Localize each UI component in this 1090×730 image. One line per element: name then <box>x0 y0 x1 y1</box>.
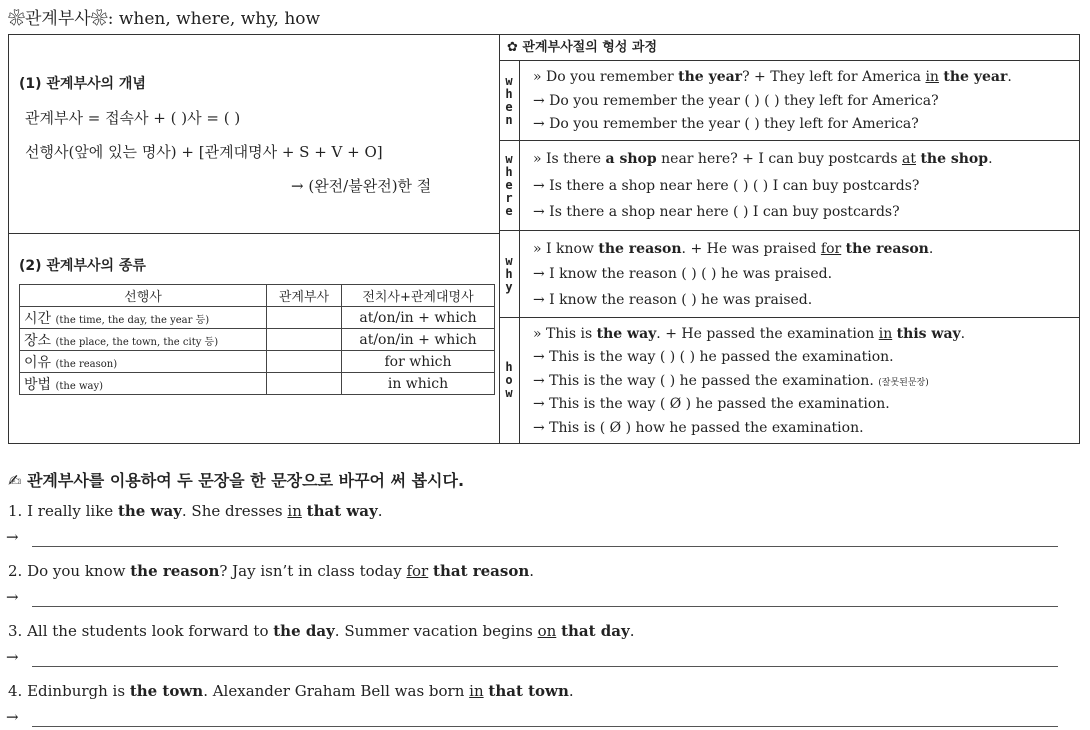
divider <box>9 233 499 234</box>
exercise-item: 3. All the students look forward to the day. Summer vacation begins on that day. <box>8 622 635 640</box>
example-line: » Is there a shop near here? + I can buy postcards at the shop. <box>533 151 993 168</box>
lines-where <box>533 141 1079 230</box>
example-line: → This is the way ( ) he passed the examination. (잘못된문장) <box>533 372 929 389</box>
grammar-box <box>8 34 1080 444</box>
group-why <box>499 231 1079 318</box>
answer-line[interactable] <box>32 666 1058 667</box>
label-why: w h y <box>499 231 520 317</box>
label-when: w h e n <box>499 61 520 140</box>
concept-line-1: 관계부사 = 접속사 + ( )사 = ( ) <box>25 109 241 127</box>
answer-arrow: → <box>6 708 19 726</box>
table-row <box>20 307 495 329</box>
concept-line-3: → (완전/불완전)한 절 <box>291 177 432 195</box>
antecedent-kr: 장소 <box>24 332 56 349</box>
antecedent-cell <box>20 351 267 373</box>
prep-which-cell: for which <box>342 351 495 373</box>
answer-arrow: → <box>6 648 19 666</box>
example-line: → I know the reason ( ) ( ) he was praised. <box>533 266 833 282</box>
exercise-item: 1. I really like the way. She dresses in that way. <box>8 502 383 520</box>
rel-adverb-cell <box>267 351 342 373</box>
page-title: ❀관계부사❀: when, where, why, how <box>8 9 321 29</box>
antecedent-en: (the way) <box>55 380 104 392</box>
prep-which-cell: at/on/in + which <box>342 307 495 329</box>
antecedent-cell <box>20 307 267 329</box>
label-how: h o w <box>499 318 520 443</box>
concept-line-2: 선행사(앞에 있는 명사) + [관계대명사 + S + V + O] <box>25 143 383 161</box>
example-line: → Is there a shop near here ( ) I can buy postcards? <box>533 203 900 220</box>
table-row <box>20 329 495 351</box>
col-antecedent: 선행사 <box>20 285 267 307</box>
formation-panel <box>499 35 1079 443</box>
table-header-row <box>20 285 495 307</box>
antecedent-en: (the place, the town, the city 등) <box>55 336 219 348</box>
rel-adverb-cell <box>267 307 342 329</box>
table-row <box>20 373 495 395</box>
antecedent-cell <box>20 329 267 351</box>
rel-adverb-cell <box>267 329 342 351</box>
concept-heading: (1) 관계부사의 개념 <box>19 76 146 92</box>
antecedent-cell <box>20 373 267 395</box>
types-table <box>19 284 495 395</box>
prep-which-cell: at/on/in + which <box>342 329 495 351</box>
example-line: → Do you remember the year ( ) they left for America? <box>533 116 919 133</box>
example-line: → Is there a shop near here ( ) ( ) I can buy postcards? <box>533 177 920 194</box>
types-heading: (2) 관계부사의 종류 <box>19 258 146 274</box>
example-line: → This is ( Ø ) how he passed the examination. <box>533 419 864 436</box>
lines-how <box>533 318 1079 443</box>
col-prep-which: 전치사+관계대명사 <box>342 285 495 307</box>
table-row <box>20 351 495 373</box>
example-line: » This is the way. + He passed the examination in this way. <box>533 325 966 342</box>
antecedent-en: (the time, the day, the year 등) <box>55 314 210 326</box>
concept-panel <box>9 35 500 443</box>
group-how <box>499 318 1079 443</box>
example-line: → This is the way ( Ø ) he passed the examination. <box>533 396 890 412</box>
group-when <box>499 61 1079 141</box>
group-where <box>499 141 1079 231</box>
rel-adverb-cell <box>267 373 342 395</box>
example-line: » I know the reason. + He was praised for the reason. <box>533 240 934 257</box>
answer-line[interactable] <box>32 726 1058 727</box>
exercise-item: 2. Do you know the reason? Jay isn’t in class today for that reason. <box>8 562 535 580</box>
answer-line[interactable] <box>32 546 1058 547</box>
prep-which-cell: in which <box>342 373 495 395</box>
lines-why <box>533 231 1079 317</box>
lines-when <box>533 61 1079 140</box>
label-where: w h e r e <box>499 141 520 230</box>
example-line: → I know the reason ( ) he was praised. <box>533 291 813 308</box>
example-line: » Do you remember the year? + They left for America in the year. <box>533 68 1012 85</box>
antecedent-kr: 시간 <box>24 310 56 327</box>
antecedent-kr: 이유 <box>24 354 56 371</box>
example-line: → Do you remember the year ( ) ( ) they left for America? <box>533 92 939 109</box>
answer-arrow: → <box>6 528 19 546</box>
exercise-item: 4. Edinburgh is the town. Alexander Graham Bell was born in that town. <box>8 682 574 700</box>
exercise-heading: ✍ 관계부사를 이용하여 두 문장을 한 문장으로 바꾸어 써 봅시다. <box>8 471 465 490</box>
answer-line[interactable] <box>32 606 1058 607</box>
col-rel-adverb: 관계부사 <box>267 285 342 307</box>
antecedent-en: (the reason) <box>55 358 118 370</box>
formation-heading: ✿ 관계부사절의 형성 과정 <box>499 35 1079 61</box>
example-line: → This is the way ( ) ( ) he passed the examination. <box>533 349 894 365</box>
answer-arrow: → <box>6 588 19 606</box>
antecedent-kr: 방법 <box>24 376 56 393</box>
